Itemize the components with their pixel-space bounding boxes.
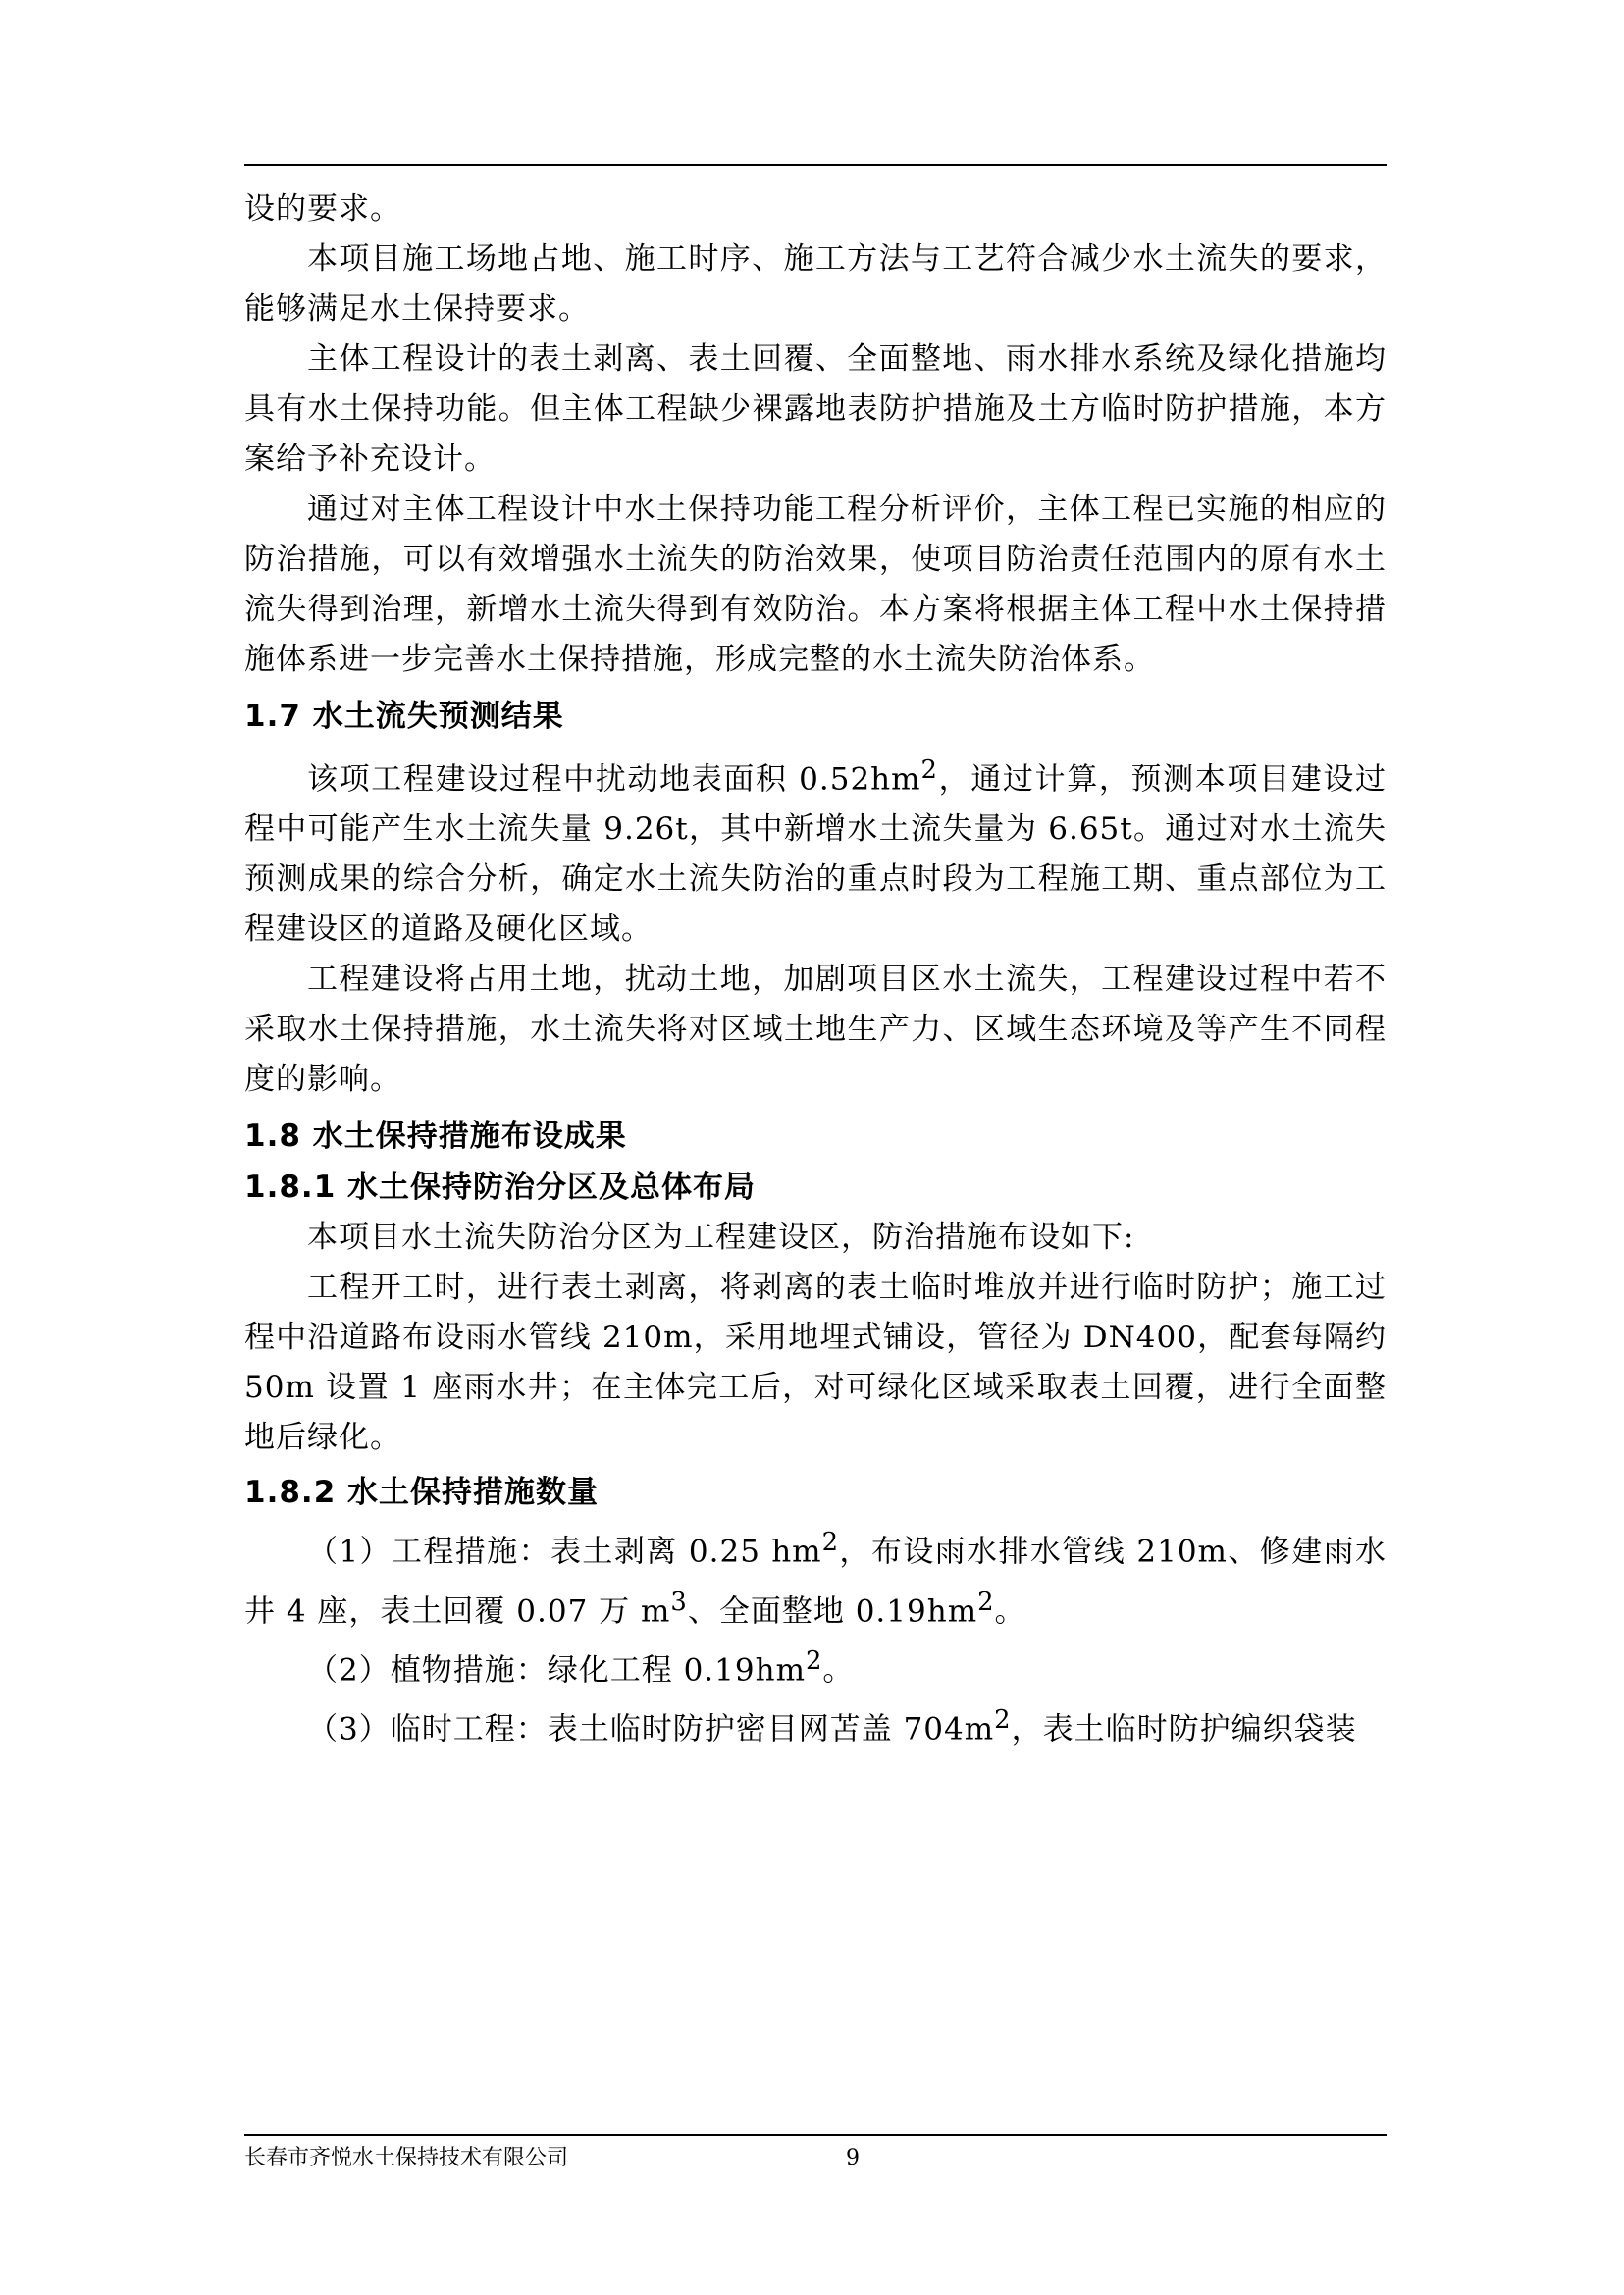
footer-company: 长春市齐悦水土保持技术有限公司 [244, 2146, 569, 2170]
section-heading-1-8: 1.8 水土保持措施布设成果 [244, 1119, 627, 1155]
footer-rule [244, 2134, 1387, 2136]
paragraph: 主体工程设计的表土剥离、表土回覆、全面整地、雨水排水系统及绿化措施均具有水土保持功能。但主体工程缺少裸露地表防护措施及土方临时防护措施，本方案给予补充设计。 [244, 341, 1387, 477]
text-run: （2）植物措施：绿化工程 0.19hm [307, 1652, 806, 1689]
page-number: 9 [846, 2146, 860, 2170]
list-item-engineering [244, 1518, 1387, 1637]
text-run: ，通过计算，预测本项目建设过程中可能产生水土流失量 9.26t，其中新增水土流失量为 6.65t。通过对水土流失预测成果的综合分析，确定水土流失防治的重点时段为工程施工期、重点部位为工程建设区的道路及硬化区域。 [244, 761, 1387, 948]
superscript: 2 [994, 1705, 1012, 1736]
paragraph-continuation: 设的要求。 [244, 191, 401, 227]
superscript: 3 [670, 1587, 688, 1617]
paragraph: 本项目施工场地占地、施工时序、施工方法与工艺符合减少水土流失的要求，能够满足水土保持要求。 [244, 241, 1387, 327]
page-body [244, 184, 1387, 1755]
text-run: ，布设雨水排水管线 210m、修建雨水井 4 座，表土回覆 0.07 万 m [244, 1534, 1387, 1629]
text-run: 该项工程建设过程中扰动地表面积 0.52hm [307, 761, 921, 798]
subsection-heading-1-8-2: 1.8.2 水土保持措施数量 [244, 1475, 600, 1511]
text-run: 。 [822, 1652, 855, 1689]
paragraph: 通过对主体工程设计中水土保持功能工程分析评价，主体工程已实施的相应的防治措施，可以有效增强水土流失的防治效果，使项目防治责任范围内的原有水土流失得到治理，新增水土流失得到有效防治。本方案将根据主体工程中水土保持措施体系进一步完善水土保持措施，形成完整的水土流失防治体系。 [244, 492, 1387, 677]
list-item-vegetation [244, 1637, 1387, 1695]
text-run: （3）临时工程：表土临时防护密目网苫盖 704m [307, 1711, 995, 1747]
header-rule [244, 164, 1387, 166]
subsection-heading-1-8-1: 1.8.1 水土保持防治分区及总体布局 [244, 1170, 757, 1206]
paragraph: 工程开工时，进行表土剥离，将剥离的表土临时堆放并进行临时防护；施工过程中沿道路布设雨水管线 210m，采用地埋式铺设，管径为 DN400，配套每隔约 50m 设置 1 座雨水井；在主体完工后，对可绿化区域采取表土回覆，进行全面整地后绿化。 [244, 1270, 1387, 1456]
paragraph: 本项目水土流失防治分区为工程建设区，防治措施布设如下: [307, 1220, 1135, 1256]
page-footer [244, 2139, 1387, 2178]
paragraph [244, 746, 1387, 955]
paragraph: 工程建设将占用土地，扰动土地，加剧项目区水土流失，工程建设过程中若不采取水土保持措施，水土流失将对区域土地生产力、区域生态环境及等产生不同程度的影响。 [244, 962, 1387, 1098]
text-run: ，表土临时防护编织袋装 [1011, 1711, 1357, 1747]
text-run: （1）工程措施：表土剥离 0.25 hm [307, 1534, 822, 1570]
section-heading-1-7: 1.7 水土流失预测结果 [244, 699, 564, 734]
superscript: 2 [977, 1587, 995, 1617]
superscript: 2 [821, 1528, 839, 1558]
list-item-temporary [244, 1695, 1387, 1754]
superscript: 2 [805, 1645, 823, 1676]
text-run: 、全面整地 0.19hm [687, 1592, 978, 1629]
text-run: 。 [994, 1592, 1026, 1629]
superscript: 2 [920, 756, 938, 785]
